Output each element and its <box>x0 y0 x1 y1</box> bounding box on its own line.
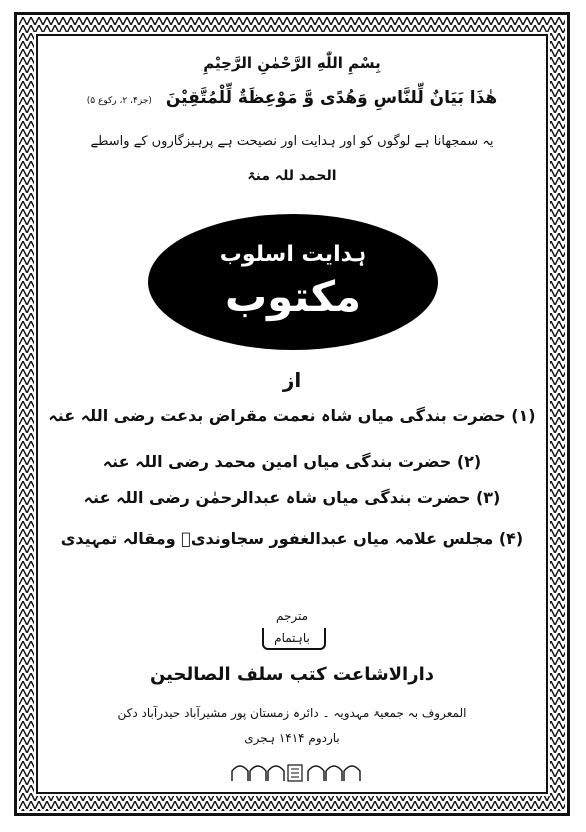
title-page <box>36 34 548 794</box>
calligraphy-seal-icon <box>288 765 302 781</box>
publisher-name: دارالاشاعت کتب سلف الصالحین <box>149 664 434 685</box>
author-line: (۴) مجلس علامہ میاں عبدالغفور سجاوندیؒ ومقالہ تمہیدی <box>60 529 524 548</box>
author-line: (۱) حضرت بندگی میاں شاہ نعمت مقراض بدعت رضی اللہ عنہ <box>48 406 536 425</box>
bismillah: بِسْمِ اللّٰهِ الرَّحْمٰنِ الرَّحِيْمِ <box>203 54 381 72</box>
book-title: مکتوب <box>224 272 362 321</box>
arranged-by-label: باہتمام <box>274 631 310 645</box>
edition-line: باردوم ۱۴۱۴ ہجری <box>244 731 340 745</box>
quran-verse <box>36 88 548 108</box>
author-line: (۲) حضرت بندگی میاں امین محمد رضی اللہ عنہ <box>102 452 482 471</box>
mosque-arch-icon <box>308 766 360 781</box>
author-line: (۳) حضرت بندگی میاں شاہ عبدالرحمٰن رضی اللہ عنہ <box>83 488 501 507</box>
hamd-line: الحمد للہ منۃ <box>247 168 337 184</box>
book-subtitle: ہدایت اسلوب <box>219 242 367 267</box>
verse-text: هٰذَا بَيَانٌ لِّلنَّاسِ وَهُدًى وَّ مَوْعِظَةٌ لِّلْمُتَّقِيْنَ <box>165 88 498 108</box>
publisher-address: المعروف بہ جمعیۃ مہدویہ ۔ دائرہ زمستان پور مشیرآباد حیدرآباد دکن <box>117 706 467 720</box>
title-oval <box>148 214 438 350</box>
verse-reference: (جز۴، ۲، رکوع ۵) <box>86 96 152 106</box>
footer-ornaments <box>36 759 548 783</box>
verse-translation: یہ سمجھانا ہے لوگوں کو اور ہدایت اور نصیحت ہے پرہیزگاروں کے واسطے <box>90 134 494 149</box>
translator-label: مترجم <box>275 609 309 623</box>
by-label: از <box>282 368 302 392</box>
mosque-arch-icon <box>232 766 284 781</box>
